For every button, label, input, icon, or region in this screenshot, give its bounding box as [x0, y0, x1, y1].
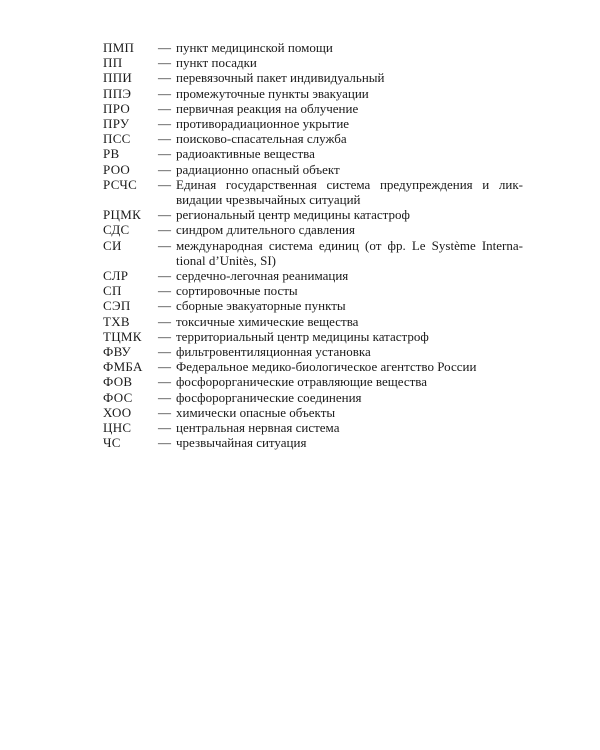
abbreviation-definition: сборные эвакуаторные пункты — [176, 298, 346, 314]
abbreviation-list — [103, 40, 523, 450]
abbreviation-definition: фосфорорганические отравляющие вещества — [176, 374, 428, 390]
em-dash-separator: — — [158, 359, 171, 375]
em-dash-separator: — — [158, 146, 171, 162]
abbreviation-term: ХОО — [103, 404, 132, 420]
em-dash-separator: — — [158, 222, 171, 238]
em-dash-separator: — — [158, 374, 171, 390]
abbreviation-term: РСЧС — [103, 176, 138, 192]
abbreviation-entry — [103, 283, 523, 298]
em-dash-separator: — — [158, 404, 171, 420]
abbreviation-definition: сортировочные посты — [176, 283, 298, 299]
abbreviation-definition: первичная реакция на облучение — [176, 100, 359, 116]
em-dash-separator: — — [158, 237, 171, 253]
em-dash-separator: — — [158, 435, 171, 451]
abbreviation-entry — [103, 40, 523, 55]
abbreviation-entry — [103, 344, 523, 359]
abbreviation-term: ЦНС — [103, 420, 132, 436]
abbreviation-term: ФОВ — [103, 374, 133, 390]
abbreviation-definition: региональный центр медицины катастроф — [176, 207, 410, 223]
abbreviation-term: РОО — [103, 161, 131, 177]
em-dash-separator: — — [158, 298, 171, 314]
abbreviation-entry — [103, 268, 523, 283]
abbreviation-definition: синдром длительного сдавления — [176, 222, 355, 238]
abbreviation-entry — [103, 207, 523, 222]
abbreviation-definition: территориальный центр медицины катастроф — [176, 328, 429, 344]
abbreviation-entry — [103, 374, 523, 389]
em-dash-separator: — — [158, 207, 171, 223]
abbreviation-term: РВ — [103, 146, 120, 162]
abbreviation-definition: перевязочный пакет индивидуальный — [176, 70, 385, 86]
em-dash-separator: — — [158, 85, 171, 101]
abbreviation-term: ФМБА — [103, 359, 143, 375]
abbreviation-term: ПСС — [103, 131, 131, 147]
abbreviation-definition: фосфорорганические соединения — [176, 389, 362, 405]
abbreviation-entry — [103, 405, 523, 420]
abbreviation-entry — [103, 314, 523, 329]
abbreviation-term: ПРУ — [103, 116, 130, 132]
abbreviation-entry — [103, 420, 523, 435]
abbreviation-term: ТЦМК — [103, 328, 142, 344]
em-dash-separator: — — [158, 55, 171, 71]
abbreviation-entry — [103, 298, 523, 313]
abbreviation-entry — [103, 329, 523, 344]
abbreviation-definition: радиационно опасный объект — [176, 161, 340, 177]
abbreviation-entry — [103, 238, 523, 268]
abbreviation-entry — [103, 390, 523, 405]
em-dash-separator: — — [158, 131, 171, 147]
abbreviation-term: ПМП — [103, 40, 135, 55]
em-dash-separator: — — [158, 283, 171, 299]
abbreviation-definition: пункт медицинской помощи — [176, 40, 333, 55]
em-dash-separator: — — [158, 116, 171, 132]
abbreviation-term: ППЭ — [103, 85, 132, 101]
em-dash-separator: — — [158, 70, 171, 86]
abbreviation-definition: радиоактивные вещества — [176, 146, 315, 162]
abbreviation-definition: фильтровентиляционная установка — [176, 344, 371, 360]
em-dash-separator: — — [158, 313, 171, 329]
abbreviation-entry — [103, 222, 523, 237]
abbreviation-definition: пункт посадки — [176, 55, 257, 71]
em-dash-separator: — — [158, 389, 171, 405]
abbreviation-definition: противорадиационное укрытие — [176, 116, 350, 132]
em-dash-separator: — — [158, 161, 171, 177]
abbreviation-entry — [103, 435, 523, 450]
abbreviation-definition: Единая государственная система предупреждения и ликвидации чрезвычайных ситуаций — [176, 176, 523, 208]
abbreviation-entry — [103, 116, 523, 131]
abbreviation-definition: центральная нервная система — [176, 420, 340, 436]
abbreviation-term: ЧС — [103, 435, 121, 451]
abbreviation-definition: токсичные химические вещества — [176, 313, 359, 329]
abbreviation-entry — [103, 55, 523, 70]
abbreviation-term: СДС — [103, 222, 130, 238]
abbreviation-definition: сердечно-легочная реанимация — [176, 268, 349, 284]
abbreviation-term: РЦМК — [103, 207, 142, 223]
em-dash-separator: — — [158, 328, 171, 344]
abbreviation-term: ФВУ — [103, 344, 131, 360]
abbreviation-definition: Федеральное медико-биологическое агентство России — [176, 359, 477, 375]
abbreviation-entry — [103, 86, 523, 101]
abbreviation-term: ФОС — [103, 389, 133, 405]
abbreviation-definition: чрезвычайная ситуация — [176, 435, 307, 451]
em-dash-separator: — — [158, 40, 171, 55]
abbreviation-term: ППИ — [103, 70, 133, 86]
em-dash-separator: — — [158, 176, 171, 192]
abbreviation-entry — [103, 146, 523, 161]
abbreviation-entry — [103, 359, 523, 374]
em-dash-separator: — — [158, 268, 171, 284]
abbreviation-definition: химически опасные объекты — [176, 404, 336, 420]
em-dash-separator: — — [158, 420, 171, 436]
abbreviation-definition: поисково-спасательная служба — [176, 131, 347, 147]
abbreviation-definition: промежуточные пункты эвакуации — [176, 85, 369, 101]
abbreviation-term: СЛР — [103, 268, 129, 284]
abbreviation-term: ТХВ — [103, 313, 130, 329]
abbreviation-entry — [103, 101, 523, 116]
abbreviation-entry — [103, 162, 523, 177]
abbreviation-definition: международная система единиц (от фр. Le Système International d’Unitès, SI) — [176, 237, 523, 268]
abbreviation-term: СИ — [103, 237, 122, 253]
abbreviation-entry — [103, 70, 523, 85]
abbreviation-term: ПРО — [103, 100, 131, 116]
abbreviation-term: ПП — [103, 55, 123, 71]
abbreviation-entry — [103, 131, 523, 146]
em-dash-separator: — — [158, 100, 171, 116]
abbreviation-term: СЭП — [103, 298, 131, 314]
em-dash-separator: — — [158, 344, 171, 360]
abbreviation-term: СП — [103, 283, 122, 299]
abbreviation-entry — [103, 177, 523, 207]
